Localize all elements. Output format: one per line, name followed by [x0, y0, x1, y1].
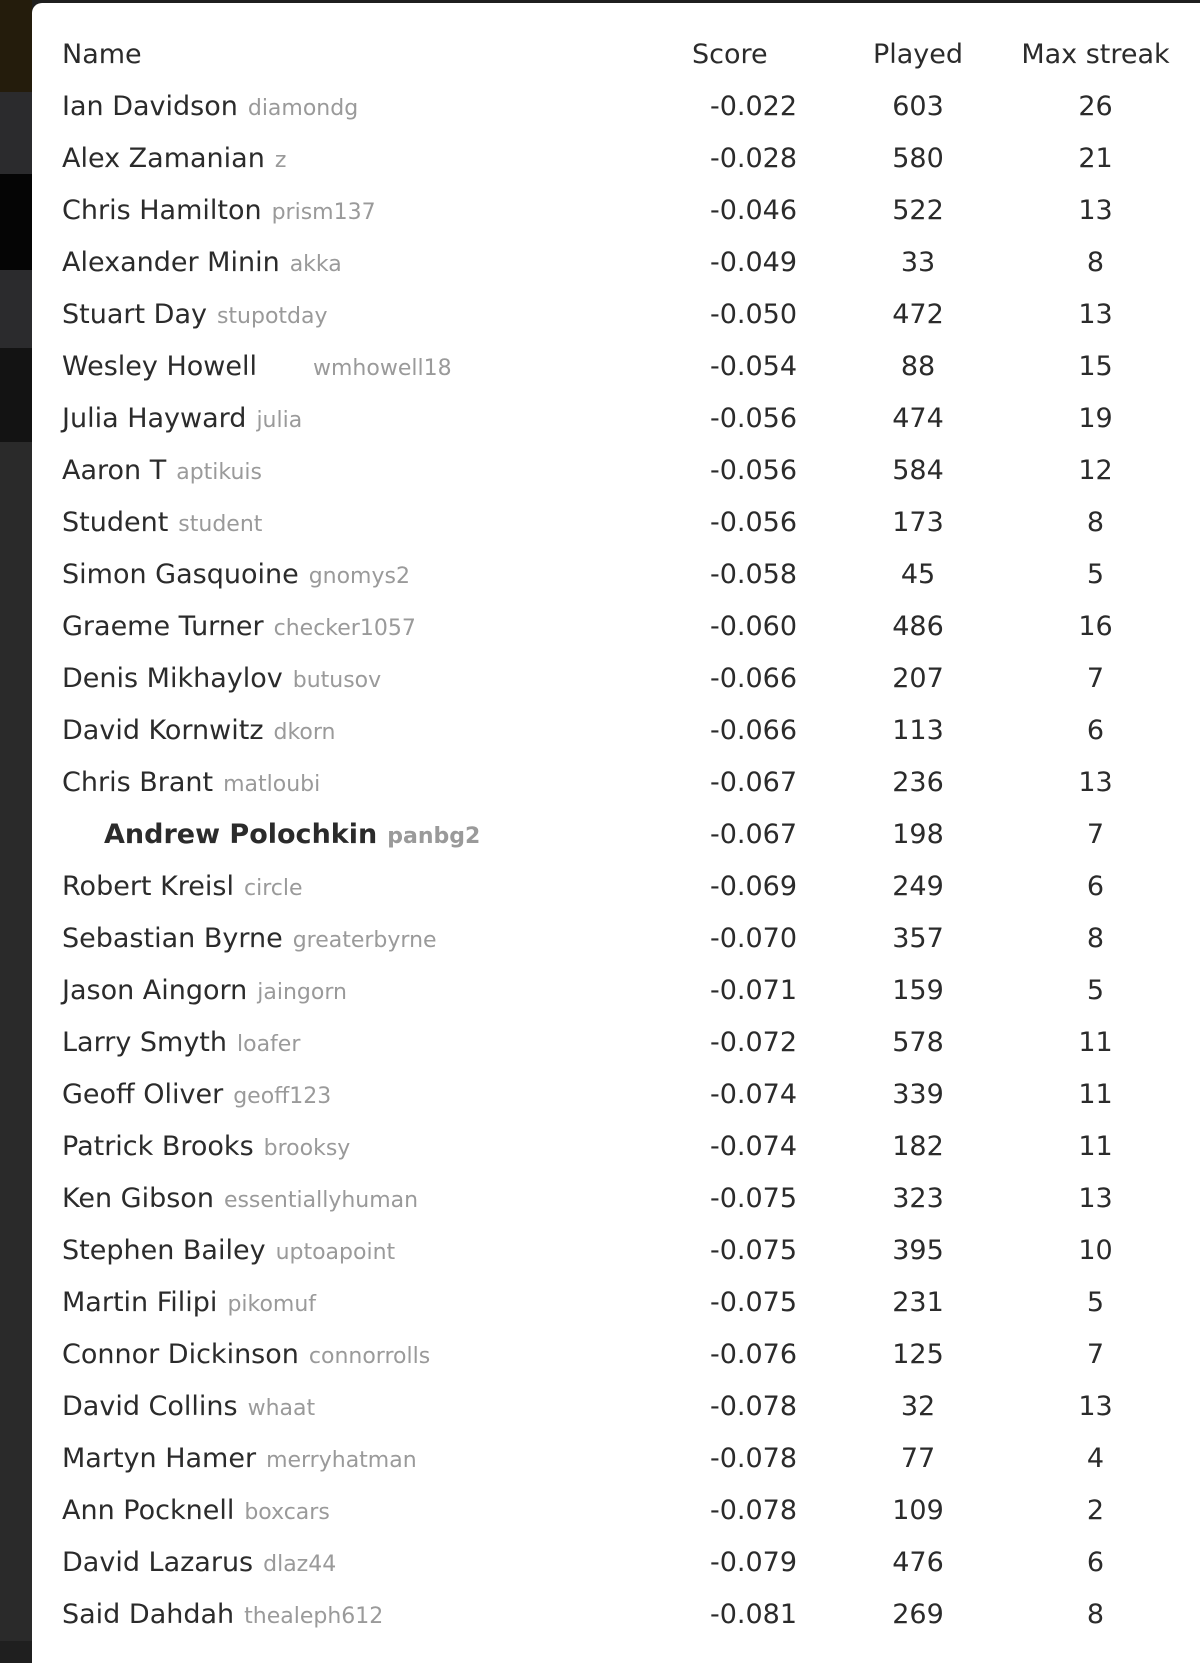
score-cell: -0.067 — [710, 818, 798, 850]
player-name-cell — [62, 860, 652, 912]
player-username: julia — [256, 407, 303, 433]
max-streak-cell: 2 — [1086, 1494, 1105, 1526]
player-name-cell — [62, 1016, 652, 1068]
max-streak-cell: 15 — [1078, 350, 1113, 382]
played-cell: 578 — [892, 1026, 944, 1058]
player-username: butusov — [292, 667, 382, 693]
player-name-cell — [62, 600, 652, 652]
table-row — [62, 236, 1192, 288]
score-cell: -0.049 — [710, 246, 798, 278]
score-cell: -0.069 — [710, 870, 798, 902]
table-row — [62, 1068, 1192, 1120]
player-name-cell — [62, 756, 652, 808]
player-name[interactable]: Ian Davidson — [62, 90, 238, 122]
backdrop-segment — [0, 348, 32, 442]
player-name[interactable]: Martyn Hamer — [62, 1442, 257, 1474]
table-row — [62, 912, 1192, 964]
player-name[interactable]: Alexander Minin — [62, 246, 280, 278]
played-cell: 339 — [892, 1078, 944, 1110]
player-username: matloubi — [223, 771, 321, 797]
player-name-cell — [62, 1380, 652, 1432]
table-row — [62, 444, 1192, 496]
player-username: dlaz44 — [263, 1551, 337, 1577]
score-cell: -0.079 — [710, 1546, 798, 1578]
played-cell: 125 — [892, 1338, 944, 1370]
table-row — [62, 1536, 1192, 1588]
player-name[interactable]: David Lazarus — [62, 1546, 254, 1578]
backdrop-segment — [0, 0, 32, 92]
score-cell: -0.050 — [710, 298, 798, 330]
played-cell: 159 — [892, 974, 944, 1006]
table-row — [62, 860, 1192, 912]
player-username: whaat — [247, 1395, 316, 1421]
max-streak-cell: 11 — [1078, 1026, 1113, 1058]
player-name[interactable]: Wesley Howell — [62, 350, 257, 382]
played-cell: 584 — [892, 454, 944, 486]
played-cell: 522 — [892, 194, 944, 226]
score-cell: -0.056 — [710, 454, 798, 486]
max-streak-cell: 13 — [1078, 298, 1113, 330]
player-username: circle — [243, 875, 303, 901]
player-username: thealeph612 — [244, 1603, 384, 1629]
player-name[interactable]: Denis Mikhaylov — [62, 662, 283, 694]
played-cell: 603 — [892, 90, 944, 122]
table-row — [62, 1016, 1192, 1068]
player-name[interactable]: Patrick Brooks — [62, 1130, 254, 1162]
played-cell: 357 — [892, 922, 944, 954]
player-name-cell — [62, 1536, 652, 1588]
table-row — [62, 1172, 1192, 1224]
player-name[interactable]: Larry Smyth — [62, 1026, 227, 1058]
max-streak-cell: 19 — [1078, 402, 1113, 434]
played-cell: 33 — [900, 246, 936, 278]
player-username: gnomys2 — [308, 563, 410, 589]
player-name[interactable]: Julia Hayward — [62, 402, 247, 434]
score-cell: -0.028 — [710, 142, 798, 174]
player-name[interactable]: Jason Aingorn — [62, 974, 248, 1006]
max-streak-cell: 26 — [1078, 90, 1113, 122]
player-name-cell — [62, 444, 652, 496]
table-row — [62, 548, 1192, 600]
table-row — [62, 704, 1192, 756]
player-name-cell — [62, 496, 652, 548]
player-name-cell — [62, 392, 652, 444]
leaderboard-table — [62, 28, 1192, 1640]
player-name-cell — [62, 1224, 652, 1276]
player-username: essentiallyhuman — [223, 1187, 419, 1213]
max-streak-cell: 8 — [1086, 922, 1105, 954]
table-row — [62, 340, 1192, 392]
player-name-cell — [62, 1276, 652, 1328]
player-name-cell — [62, 340, 652, 392]
table-row — [62, 1276, 1192, 1328]
player-name[interactable]: David Collins — [62, 1390, 238, 1422]
max-streak-cell: 13 — [1078, 766, 1113, 798]
player-username: uptoapoint — [275, 1239, 396, 1265]
max-streak-cell: 7 — [1086, 662, 1105, 694]
played-cell: 236 — [892, 766, 944, 798]
played-cell: 474 — [892, 402, 944, 434]
score-cell: -0.058 — [710, 558, 798, 590]
max-streak-cell: 8 — [1086, 506, 1105, 538]
max-streak-cell: 5 — [1086, 558, 1105, 590]
score-cell: -0.075 — [710, 1286, 798, 1318]
player-username: diamondg — [247, 95, 359, 121]
page-backdrop — [0, 0, 32, 1641]
played-cell: 231 — [892, 1286, 944, 1318]
table-row — [62, 600, 1192, 652]
player-username: panbg2 — [387, 823, 481, 849]
max-streak-cell: 8 — [1086, 1598, 1105, 1630]
player-name[interactable]: Chris Brant — [62, 766, 214, 798]
player-name-cell — [62, 652, 652, 704]
player-username: boxcars — [244, 1499, 330, 1525]
table-row — [62, 808, 1192, 860]
score-cell: -0.022 — [710, 90, 798, 122]
player-name-cell — [62, 704, 652, 756]
score-cell: -0.056 — [710, 402, 798, 434]
table-row — [62, 1588, 1192, 1640]
score-cell: -0.067 — [710, 766, 798, 798]
max-streak-cell: 6 — [1086, 714, 1105, 746]
played-cell: 476 — [892, 1546, 944, 1578]
player-name[interactable]: Alex Zamanian — [62, 142, 265, 174]
played-cell: 32 — [900, 1390, 936, 1422]
player-name-cell — [62, 1172, 652, 1224]
played-cell: 113 — [892, 714, 944, 746]
player-name-cell — [62, 964, 652, 1016]
score-cell: -0.075 — [710, 1182, 798, 1214]
score-cell: -0.066 — [710, 714, 798, 746]
max-streak-cell: 13 — [1078, 194, 1113, 226]
player-name[interactable]: Simon Gasquoine — [62, 558, 299, 590]
player-name[interactable]: Geoff Oliver — [62, 1078, 224, 1110]
max-streak-cell: 13 — [1078, 1390, 1113, 1422]
player-name-cell — [62, 1588, 652, 1640]
player-username: z — [274, 147, 287, 173]
player-username: stupotday — [216, 303, 328, 329]
player-name[interactable]: Martin Filipi — [62, 1286, 218, 1318]
max-streak-cell: 16 — [1078, 610, 1113, 642]
table-row — [62, 80, 1192, 132]
player-name-cell — [62, 1484, 652, 1536]
score-cell: -0.075 — [710, 1234, 798, 1266]
played-cell: 77 — [900, 1442, 936, 1474]
player-username: student — [178, 511, 263, 537]
score-cell: -0.074 — [710, 1078, 798, 1110]
score-cell: -0.066 — [710, 662, 798, 694]
player-name[interactable]: Aaron T — [62, 454, 167, 486]
player-name-cell — [62, 80, 652, 132]
table-row — [62, 756, 1192, 808]
player-username: wmhowell18 — [313, 355, 452, 381]
player-username: dkorn — [273, 719, 336, 745]
leaderboard-modal — [32, 3, 1200, 1663]
player-username: connorrolls — [308, 1343, 431, 1369]
score-cell: -0.060 — [710, 610, 798, 642]
backdrop-segment — [0, 270, 32, 348]
played-cell: 88 — [900, 350, 936, 382]
max-streak-cell: 10 — [1078, 1234, 1113, 1266]
table-row — [62, 1224, 1192, 1276]
max-streak-cell: 4 — [1086, 1442, 1105, 1474]
max-streak-cell: 12 — [1078, 454, 1113, 486]
player-username: brooksy — [263, 1135, 351, 1161]
player-username: checker1057 — [273, 615, 416, 641]
player-name[interactable]: Robert Kreisl — [62, 870, 234, 902]
player-name[interactable]: Sebastian Byrne — [62, 922, 283, 954]
player-name[interactable]: Ken Gibson — [62, 1182, 214, 1214]
player-name-cell — [62, 1068, 652, 1120]
table-row — [62, 392, 1192, 444]
played-cell: 198 — [892, 818, 944, 850]
backdrop-segment — [0, 442, 32, 1641]
player-username: greaterbyrne — [292, 927, 437, 953]
player-name-cell — [62, 236, 652, 288]
player-username: aptikuis — [176, 459, 262, 485]
max-streak-cell: 13 — [1078, 1182, 1113, 1214]
max-streak-cell: 6 — [1086, 1546, 1105, 1578]
player-name-cell — [62, 912, 652, 964]
player-name-cell — [62, 288, 652, 340]
played-cell: 269 — [892, 1598, 944, 1630]
player-username: loafer — [237, 1031, 301, 1057]
backdrop-segment — [0, 174, 32, 270]
score-cell: -0.056 — [710, 506, 798, 538]
table-row — [62, 964, 1192, 1016]
played-cell: 472 — [892, 298, 944, 330]
player-name-cell — [62, 1432, 652, 1484]
played-cell: 580 — [892, 142, 944, 174]
score-cell: -0.078 — [710, 1494, 798, 1526]
table-row — [62, 288, 1192, 340]
played-cell: 207 — [892, 662, 944, 694]
player-username: geoff123 — [233, 1083, 332, 1109]
backdrop-segment — [0, 92, 32, 174]
player-username: merryhatman — [266, 1447, 417, 1473]
table-row — [62, 652, 1192, 704]
player-name-cell — [62, 1328, 652, 1380]
column-header-max-streak[interactable]: Max streak — [1021, 38, 1170, 70]
column-header-played[interactable]: Played — [872, 38, 964, 70]
table-row — [62, 132, 1192, 184]
player-name-cell — [62, 548, 652, 600]
table-row — [62, 1380, 1192, 1432]
max-streak-cell: 11 — [1078, 1130, 1113, 1162]
max-streak-cell: 7 — [1086, 1338, 1105, 1370]
score-cell: -0.074 — [710, 1130, 798, 1162]
played-cell: 249 — [892, 870, 944, 902]
player-name[interactable]: Andrew Polochkin — [104, 818, 378, 850]
player-name[interactable]: Student — [62, 506, 169, 538]
player-name-cell — [62, 1120, 652, 1172]
table-header-row — [62, 28, 1192, 80]
played-cell: 45 — [900, 558, 936, 590]
max-streak-cell: 5 — [1086, 974, 1105, 1006]
player-name[interactable]: Chris Hamilton — [62, 194, 262, 226]
table-row — [62, 184, 1192, 236]
player-username: akka — [289, 251, 342, 277]
player-name[interactable]: Ann Pocknell — [62, 1494, 235, 1526]
played-cell: 173 — [892, 506, 944, 538]
player-name[interactable]: Graeme Turner — [62, 610, 264, 642]
player-username: prism137 — [271, 199, 376, 225]
max-streak-cell: 6 — [1086, 870, 1105, 902]
played-cell: 323 — [892, 1182, 944, 1214]
score-cell: -0.046 — [710, 194, 798, 226]
player-username: jaingorn — [257, 979, 347, 1005]
table-row — [62, 1328, 1192, 1380]
column-header-name[interactable]: Name — [62, 38, 142, 70]
player-name[interactable]: Said Dahdah — [62, 1598, 235, 1630]
column-header-score[interactable]: Score — [692, 38, 768, 70]
max-streak-cell: 5 — [1086, 1286, 1105, 1318]
player-name[interactable]: Stuart Day — [62, 298, 207, 330]
played-cell: 486 — [892, 610, 944, 642]
player-name-cell — [62, 808, 652, 860]
table-row — [62, 1120, 1192, 1172]
leaderboard-rows — [62, 80, 1192, 1640]
max-streak-cell: 11 — [1078, 1078, 1113, 1110]
table-row — [62, 496, 1192, 548]
player-name-cell — [62, 184, 652, 236]
max-streak-cell: 7 — [1086, 818, 1105, 850]
score-cell: -0.078 — [710, 1442, 798, 1474]
score-cell: -0.076 — [710, 1338, 798, 1370]
played-cell: 395 — [892, 1234, 944, 1266]
player-name[interactable]: Connor Dickinson — [62, 1338, 299, 1370]
player-name[interactable]: David Kornwitz — [62, 714, 264, 746]
max-streak-cell: 21 — [1078, 142, 1113, 174]
player-name[interactable]: Stephen Bailey — [62, 1234, 266, 1266]
played-cell: 109 — [892, 1494, 944, 1526]
score-cell: -0.071 — [710, 974, 798, 1006]
score-cell: -0.078 — [710, 1390, 798, 1422]
score-cell: -0.070 — [710, 922, 798, 954]
player-name-cell — [62, 132, 652, 184]
score-cell: -0.081 — [710, 1598, 798, 1630]
score-cell: -0.054 — [710, 350, 798, 382]
score-cell: -0.072 — [710, 1026, 798, 1058]
table-row — [62, 1432, 1192, 1484]
table-row — [62, 1484, 1192, 1536]
player-username: pikomuf — [227, 1291, 317, 1317]
played-cell: 182 — [892, 1130, 944, 1162]
max-streak-cell: 8 — [1086, 246, 1105, 278]
